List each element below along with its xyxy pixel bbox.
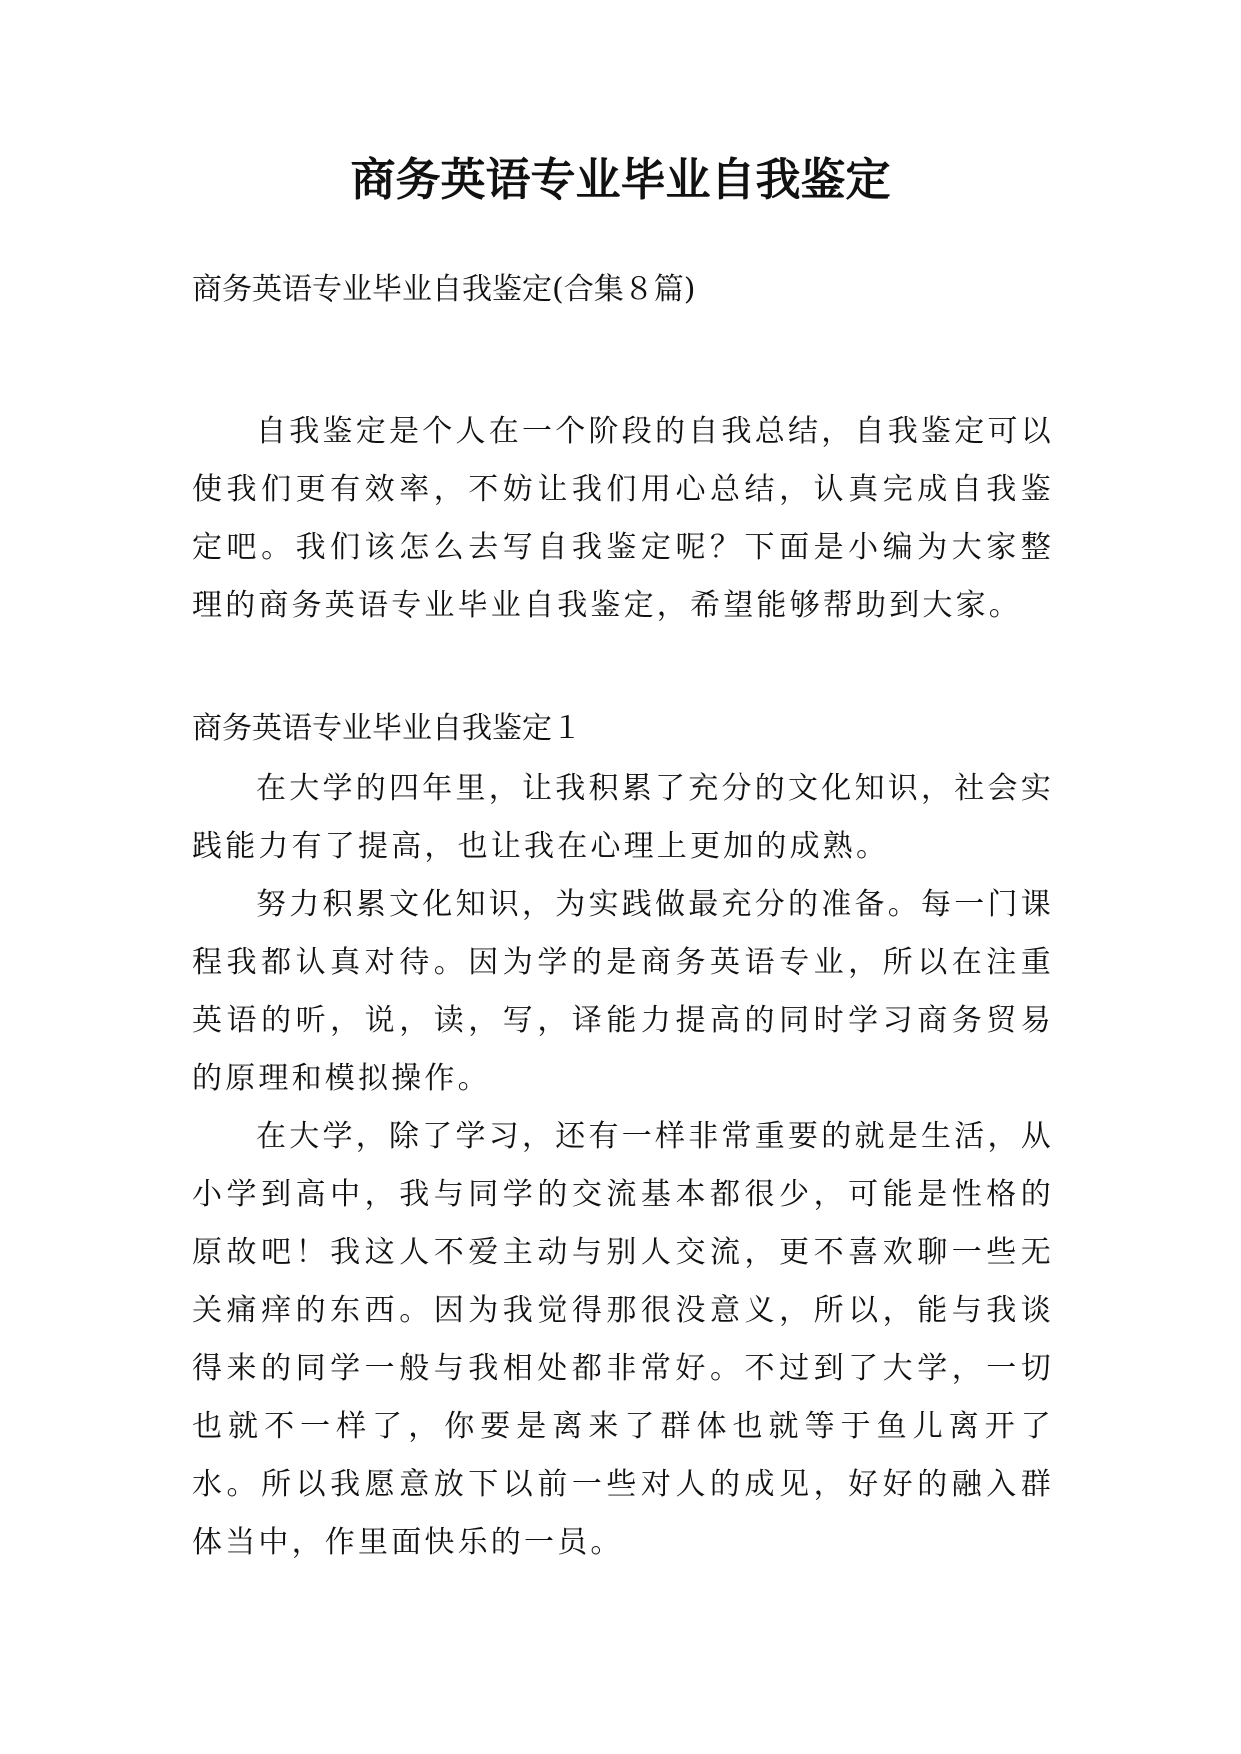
section-paragraph-2: 努力积累文化知识，为实践做最充分的准备。每一门课程我都认真对待。因为学的是商务英语专业，所以在注重英语的听，说，读，写，译能力提高的同时学习商务贸易的原理和模拟操作。	[192, 887, 1054, 1096]
document-title: 商务英语专业毕业自我鉴定	[350, 153, 891, 206]
section-body	[192, 760, 1054, 1572]
section-paragraph-1: 在大学的四年里，让我积累了充分的文化知识，社会实践能力有了提高，也让我在心理上更加的成熟。	[192, 771, 1054, 864]
document-subtitle: 商务英语专业毕业自我鉴定(合集８篇)	[192, 272, 696, 307]
section-paragraph-3: 在大学，除了学习，还有一样非常重要的就是生活，从小学到高中，我与同学的交流基本都很少，可能是性格的原故吧！我这人不爱主动与别人交流，更不喜欢聊一些无关痛痒的东西。因为我觉得那很没意义，所以，能与我谈得来的同学一般与我相处都非常好。不过到了大学，一切也就不一样了，你要是离来了群体也就等于鱼儿离开了水。所以我愿意放下以前一些对人的成见，好好的融入群体当中，作里面快乐的一员。	[192, 1119, 1054, 1560]
intro-block	[192, 403, 1054, 635]
intro-paragraph: 自我鉴定是个人在一个阶段的自我总结，自我鉴定可以使我们更有效率，不妨让我们用心总结，认真完成自我鉴定吧。我们该怎么去写自我鉴定呢？下面是小编为大家整理的商务英语专业毕业自我鉴定，希望能够帮助到大家。	[192, 414, 1054, 623]
section-heading: 商务英语专业毕业自我鉴定１	[192, 711, 582, 746]
